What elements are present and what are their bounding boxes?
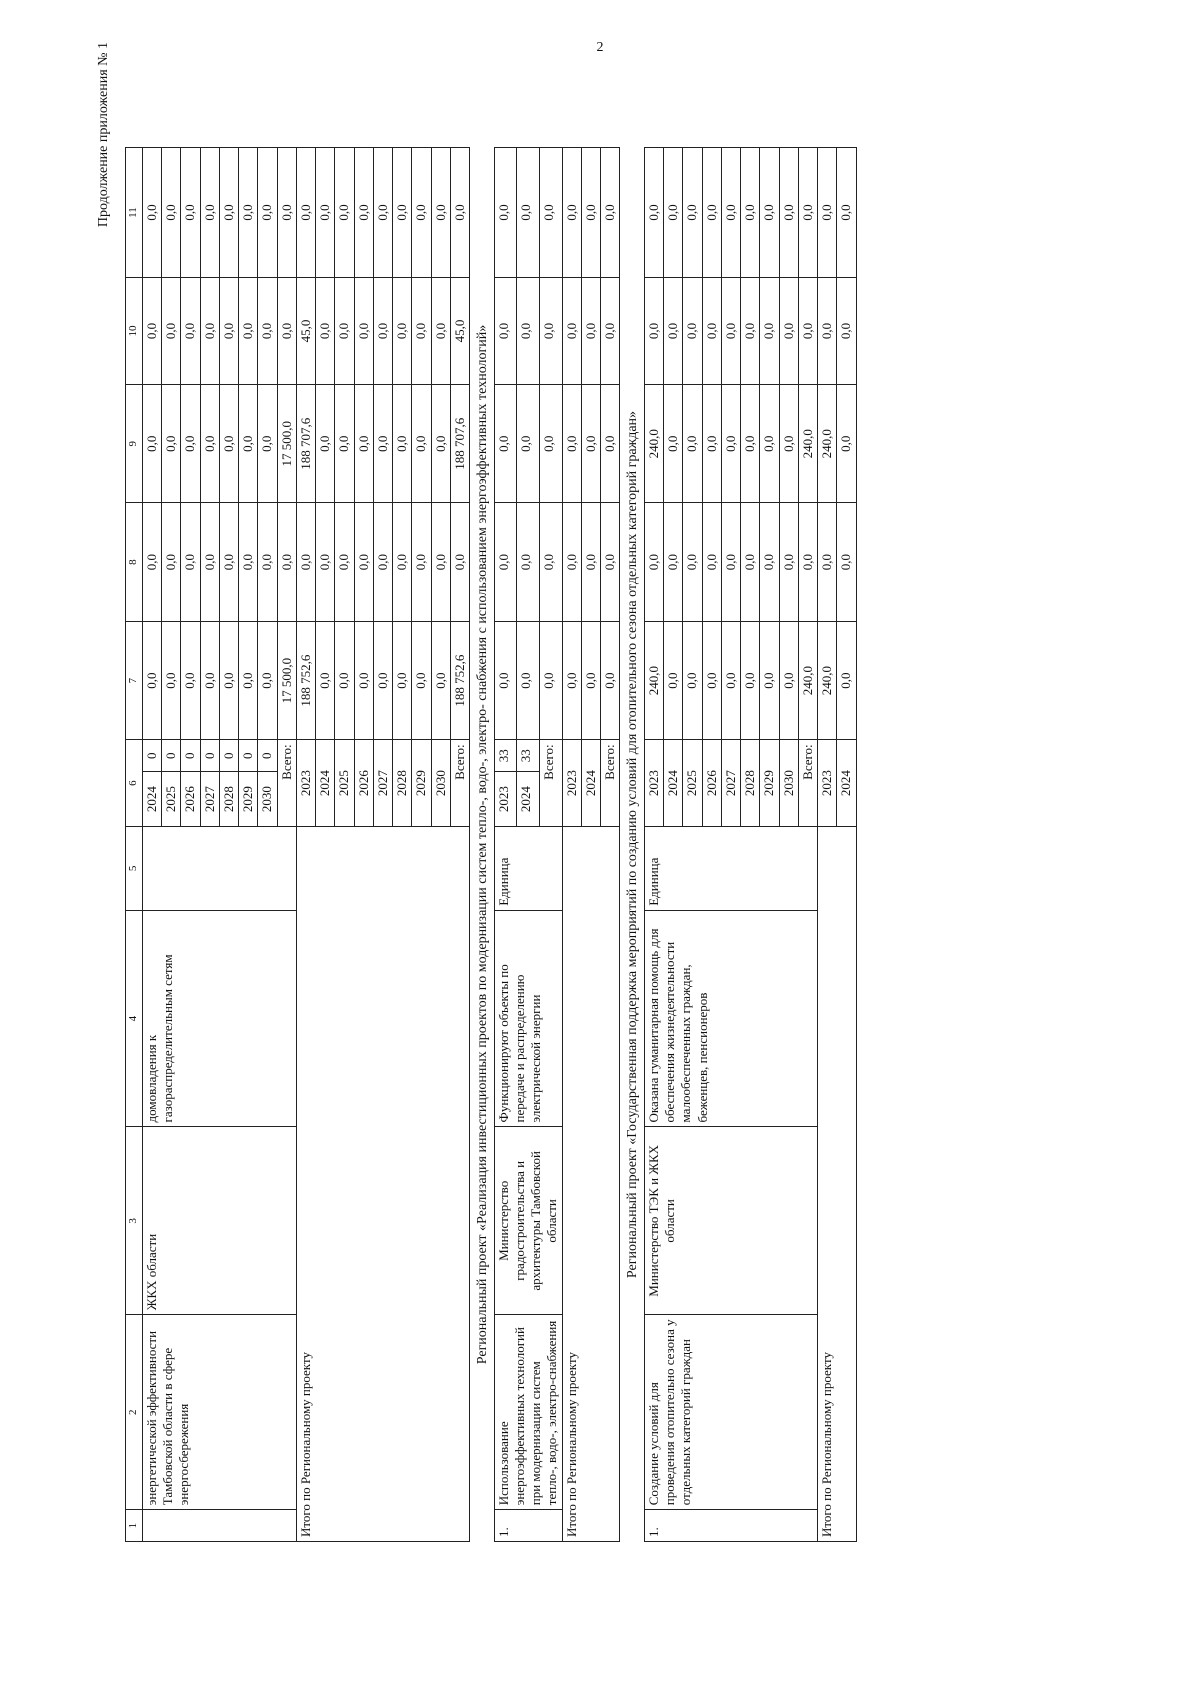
value-cell-c11: 0,0 <box>581 148 600 278</box>
quantity-cell: 33 <box>494 740 517 772</box>
value-cell-c8: 0,0 <box>494 503 517 621</box>
value-cell-c9: 0,0 <box>601 384 620 502</box>
result-cell: домовладения к газораспределительным сетям <box>142 910 296 1127</box>
project-total-row <box>296 148 315 1542</box>
quantity-cell: 0 <box>219 740 238 772</box>
value-cell-c7: 0,0 <box>664 621 683 739</box>
value-cell-c11: 0,0 <box>664 148 683 278</box>
value-cell-c9: 0,0 <box>412 384 431 502</box>
value-cell-c10: 0,0 <box>741 278 760 385</box>
value-cell-c8: 0,0 <box>837 503 856 621</box>
total-label: Всего: <box>798 740 817 827</box>
value-cell-c8: 0,0 <box>354 503 373 621</box>
year-cell: 2023 <box>644 740 663 827</box>
value-cell-c8: 0,0 <box>258 503 277 621</box>
year-cell: 2028 <box>219 772 238 827</box>
value-cell-c10: 0,0 <box>818 278 837 385</box>
value-cell-c11: 0,0 <box>142 148 161 278</box>
value-cell-c8: 0,0 <box>798 503 817 621</box>
value-cell-c9: 0,0 <box>258 384 277 502</box>
value-cell-c7: 188 752,6 <box>296 621 315 739</box>
quantity-cell: 0 <box>162 740 181 772</box>
value-cell-c7: 240,0 <box>798 621 817 739</box>
row-number-cell: 1. <box>644 1510 817 1542</box>
column-header: 10 <box>126 278 143 385</box>
value-cell-c7: 0,0 <box>335 621 354 739</box>
column-header: 8 <box>126 503 143 621</box>
year-cell: 2028 <box>393 740 412 827</box>
year-cell: 2026 <box>181 772 200 827</box>
value-cell-c10: 0,0 <box>335 278 354 385</box>
section-title-row <box>620 148 645 1542</box>
value-cell-c7: 0,0 <box>239 621 258 739</box>
value-cell-c7: 0,0 <box>373 621 392 739</box>
value-cell-c11: 0,0 <box>702 148 721 278</box>
year-cell: 2023 <box>494 772 517 827</box>
value-cell-c9: 188 707,6 <box>296 384 315 502</box>
value-cell-c9: 0,0 <box>142 384 161 502</box>
value-cell-c8: 0,0 <box>741 503 760 621</box>
value-cell-c10: 0,0 <box>393 278 412 385</box>
executor-cell: Министерство градостроительства и архитектуры Тамбовской области <box>494 1127 562 1315</box>
value-cell-c7: 0,0 <box>741 621 760 739</box>
value-cell-c8: 0,0 <box>393 503 412 621</box>
page-number: 2 <box>596 40 604 55</box>
value-cell-c8: 0,0 <box>412 503 431 621</box>
value-cell-c7: 0,0 <box>601 621 620 739</box>
value-cell-c9: 0,0 <box>200 384 219 502</box>
value-cell-c8: 0,0 <box>721 503 740 621</box>
value-cell-c9: 0,0 <box>373 384 392 502</box>
value-cell-c7: 240,0 <box>818 621 837 739</box>
value-cell-c11: 0,0 <box>539 148 562 278</box>
year-cell: 2025 <box>162 772 181 827</box>
year-cell: 2027 <box>721 740 740 827</box>
project-total-label: Итого по Региональному проекту <box>296 827 469 1542</box>
value-cell-c11: 0,0 <box>412 148 431 278</box>
value-cell-c9: 0,0 <box>162 384 181 502</box>
column-header-row <box>126 148 143 1542</box>
value-cell-c8: 0,0 <box>277 503 296 621</box>
project-total-label: Итого по Региональному проекту <box>562 827 620 1542</box>
value-cell-c10: 0,0 <box>581 278 600 385</box>
value-cell-c9: 0,0 <box>354 384 373 502</box>
value-cell-c7: 0,0 <box>354 621 373 739</box>
value-cell-c7: 0,0 <box>200 621 219 739</box>
measure-name-cell: Создание условий для проведения отопительно сезона у отдельных категорий граждан <box>644 1315 817 1510</box>
value-cell-c11: 0,0 <box>779 148 798 278</box>
year-cell: 2029 <box>412 740 431 827</box>
value-cell-c9: 0,0 <box>760 384 779 502</box>
value-cell-c9: 0,0 <box>683 384 702 502</box>
value-cell-c8: 0,0 <box>373 503 392 621</box>
value-cell-c9: 0,0 <box>581 384 600 502</box>
value-cell-c7: 17 500,0 <box>277 621 296 739</box>
value-cell-c10: 0,0 <box>644 278 663 385</box>
value-cell-c11: 0,0 <box>431 148 450 278</box>
value-cell-c9: 240,0 <box>644 384 663 502</box>
year-cell: 2030 <box>431 740 450 827</box>
year-cell: 2029 <box>239 772 258 827</box>
value-cell-c8: 0,0 <box>601 503 620 621</box>
value-cell-c9: 0,0 <box>517 384 540 502</box>
year-cell: 2024 <box>316 740 335 827</box>
value-cell-c9: 0,0 <box>741 384 760 502</box>
value-cell-c11: 0,0 <box>181 148 200 278</box>
value-cell-c11: 0,0 <box>354 148 373 278</box>
value-cell-c9: 0,0 <box>562 384 581 502</box>
value-cell-c11: 0,0 <box>393 148 412 278</box>
table-row <box>142 148 161 1542</box>
value-cell-c8: 0,0 <box>200 503 219 621</box>
value-cell-c10: 0,0 <box>539 278 562 385</box>
value-cell-c9: 188 707,6 <box>450 384 469 502</box>
value-cell-c7: 0,0 <box>760 621 779 739</box>
value-cell-c11: 0,0 <box>450 148 469 278</box>
value-cell-c8: 0,0 <box>142 503 161 621</box>
measure-name-cell: энергетической эффективности Тамбовской области в сфере энергосбережения <box>142 1315 296 1510</box>
table-wrapper <box>125 147 857 1542</box>
value-cell-c8: 0,0 <box>581 503 600 621</box>
value-cell-c7: 0,0 <box>683 621 702 739</box>
result-cell: Функционируют объекты по передаче и распределению электрической энергии <box>494 910 562 1127</box>
value-cell-c10: 0,0 <box>219 278 238 385</box>
unit-cell: Единица <box>494 827 562 911</box>
column-header: 11 <box>126 148 143 278</box>
table-row <box>644 148 663 1542</box>
column-header: 5 <box>126 827 143 911</box>
value-cell-c11: 0,0 <box>335 148 354 278</box>
row-number-cell <box>142 1510 296 1542</box>
value-cell-c11: 0,0 <box>721 148 740 278</box>
continuation-label: Продолжение приложения № 1 <box>96 42 111 228</box>
value-cell-c10: 0,0 <box>142 278 161 385</box>
value-cell-c11: 0,0 <box>562 148 581 278</box>
column-header: 1 <box>126 1510 143 1542</box>
section-title: Региональный проект «Реализация инвестиционных проектов по модернизации систем тепло-, водо-, электро- снабжения с использованием энергоэффективных технологий» <box>470 148 495 1542</box>
value-cell-c8: 0,0 <box>162 503 181 621</box>
measure-name-cell: Использование энергоэффективных технологий при модернизации систем тепло-, водо-, электро-снабжения <box>494 1315 562 1510</box>
column-header: 2 <box>126 1315 143 1510</box>
year-cell: 2028 <box>741 740 760 827</box>
budget-table <box>125 147 857 1542</box>
value-cell-c10: 0,0 <box>517 278 540 385</box>
value-cell-c8: 0,0 <box>219 503 238 621</box>
value-cell-c8: 0,0 <box>644 503 663 621</box>
value-cell-c11: 0,0 <box>818 148 837 278</box>
section-title: Региональный проект «Государственная поддержка мероприятий по созданию условий для отопительного сезона отдельных категорий граждан» <box>620 148 645 1542</box>
year-cell: 2023 <box>296 740 315 827</box>
value-cell-c7: 0,0 <box>181 621 200 739</box>
value-cell-c11: 0,0 <box>316 148 335 278</box>
value-cell-c9: 240,0 <box>818 384 837 502</box>
value-cell-c7: 0,0 <box>779 621 798 739</box>
value-cell-c9: 0,0 <box>837 384 856 502</box>
value-cell-c11: 0,0 <box>373 148 392 278</box>
value-cell-c10: 0,0 <box>258 278 277 385</box>
value-cell-c8: 0,0 <box>431 503 450 621</box>
quantity-cell: 0 <box>239 740 258 772</box>
value-cell-c7: 188 752,6 <box>450 621 469 739</box>
value-cell-c10: 0,0 <box>664 278 683 385</box>
year-cell: 2027 <box>200 772 219 827</box>
value-cell-c11: 0,0 <box>741 148 760 278</box>
value-cell-c7: 0,0 <box>142 621 161 739</box>
value-cell-c8: 0,0 <box>517 503 540 621</box>
value-cell-c7: 0,0 <box>517 621 540 739</box>
value-cell-c10: 0,0 <box>760 278 779 385</box>
value-cell-c9: 0,0 <box>393 384 412 502</box>
value-cell-c11: 0,0 <box>296 148 315 278</box>
value-cell-c7: 0,0 <box>702 621 721 739</box>
value-cell-c9: 17 500,0 <box>277 384 296 502</box>
year-cell: 2024 <box>517 772 540 827</box>
value-cell-c7: 0,0 <box>581 621 600 739</box>
executor-cell: ЖКХ области <box>142 1127 296 1315</box>
value-cell-c9: 0,0 <box>239 384 258 502</box>
column-header: 4 <box>126 910 143 1127</box>
table-body <box>142 148 856 1542</box>
value-cell-c9: 0,0 <box>181 384 200 502</box>
year-cell: 2023 <box>562 740 581 827</box>
year-cell: 2030 <box>258 772 277 827</box>
value-cell-c11: 0,0 <box>837 148 856 278</box>
quantity-cell: 0 <box>142 740 161 772</box>
quantity-cell: 0 <box>258 740 277 772</box>
value-cell-c7: 0,0 <box>412 621 431 739</box>
value-cell-c11: 0,0 <box>258 148 277 278</box>
column-header: 7 <box>126 621 143 739</box>
value-cell-c10: 0,0 <box>181 278 200 385</box>
value-cell-c8: 0,0 <box>335 503 354 621</box>
year-cell: 2024 <box>142 772 161 827</box>
value-cell-c8: 0,0 <box>818 503 837 621</box>
value-cell-c10: 0,0 <box>431 278 450 385</box>
value-cell-c10: 0,0 <box>316 278 335 385</box>
value-cell-c10: 0,0 <box>601 278 620 385</box>
table-row <box>494 148 517 1542</box>
total-label: Всего: <box>539 740 562 827</box>
column-header: 3 <box>126 1127 143 1315</box>
value-cell-c11: 0,0 <box>200 148 219 278</box>
value-cell-c7: 240,0 <box>644 621 663 739</box>
value-cell-c10: 0,0 <box>412 278 431 385</box>
value-cell-c10: 45,0 <box>296 278 315 385</box>
value-cell-c9: 0,0 <box>779 384 798 502</box>
value-cell-c10: 0,0 <box>837 278 856 385</box>
value-cell-c8: 0,0 <box>760 503 779 621</box>
value-cell-c7: 0,0 <box>431 621 450 739</box>
column-header: 6 <box>126 740 143 827</box>
value-cell-c11: 0,0 <box>162 148 181 278</box>
value-cell-c10: 0,0 <box>239 278 258 385</box>
value-cell-c9: 0,0 <box>219 384 238 502</box>
value-cell-c7: 0,0 <box>837 621 856 739</box>
value-cell-c10: 0,0 <box>494 278 517 385</box>
value-cell-c8: 0,0 <box>779 503 798 621</box>
value-cell-c7: 0,0 <box>162 621 181 739</box>
quantity-cell: 0 <box>200 740 219 772</box>
value-cell-c9: 0,0 <box>335 384 354 502</box>
row-number-cell: 1. <box>494 1510 562 1542</box>
executor-cell: Министерство ТЭК и ЖКХ области <box>644 1127 817 1315</box>
year-cell: 2029 <box>760 740 779 827</box>
total-label: Всего: <box>450 740 469 827</box>
value-cell-c8: 0,0 <box>664 503 683 621</box>
value-cell-c8: 0,0 <box>450 503 469 621</box>
value-cell-c10: 0,0 <box>702 278 721 385</box>
total-label: Всего: <box>601 740 620 827</box>
unit-cell <box>142 827 296 911</box>
value-cell-c8: 0,0 <box>702 503 721 621</box>
year-cell: 2025 <box>335 740 354 827</box>
section-title-row <box>470 148 495 1542</box>
value-cell-c10: 0,0 <box>162 278 181 385</box>
value-cell-c10: 0,0 <box>683 278 702 385</box>
year-cell: 2026 <box>354 740 373 827</box>
project-total-row <box>818 148 837 1542</box>
project-total-row <box>562 148 581 1542</box>
value-cell-c10: 0,0 <box>277 278 296 385</box>
value-cell-c11: 0,0 <box>601 148 620 278</box>
quantity-cell: 33 <box>517 740 540 772</box>
year-cell: 2030 <box>779 740 798 827</box>
year-cell: 2026 <box>702 740 721 827</box>
column-header: 9 <box>126 384 143 502</box>
value-cell-c10: 0,0 <box>721 278 740 385</box>
year-cell: 2024 <box>581 740 600 827</box>
value-cell-c10: 0,0 <box>354 278 373 385</box>
value-cell-c7: 0,0 <box>721 621 740 739</box>
value-cell-c7: 0,0 <box>562 621 581 739</box>
value-cell-c11: 0,0 <box>517 148 540 278</box>
value-cell-c8: 0,0 <box>296 503 315 621</box>
total-label: Всего: <box>277 740 296 827</box>
value-cell-c9: 0,0 <box>494 384 517 502</box>
value-cell-c10: 45,0 <box>450 278 469 385</box>
value-cell-c8: 0,0 <box>316 503 335 621</box>
result-cell: Оказана гуманитарная помощь для обеспечения жизнедеятельности малообеспеченных граждан, беженцев, пенсионеров <box>644 910 817 1127</box>
value-cell-c8: 0,0 <box>539 503 562 621</box>
value-cell-c7: 0,0 <box>219 621 238 739</box>
value-cell-c11: 0,0 <box>494 148 517 278</box>
value-cell-c7: 0,0 <box>316 621 335 739</box>
value-cell-c11: 0,0 <box>239 148 258 278</box>
value-cell-c9: 0,0 <box>721 384 740 502</box>
value-cell-c9: 240,0 <box>798 384 817 502</box>
value-cell-c8: 0,0 <box>562 503 581 621</box>
value-cell-c9: 0,0 <box>316 384 335 502</box>
value-cell-c11: 0,0 <box>277 148 296 278</box>
value-cell-c11: 0,0 <box>644 148 663 278</box>
quantity-cell: 0 <box>181 740 200 772</box>
value-cell-c11: 0,0 <box>798 148 817 278</box>
value-cell-c9: 0,0 <box>539 384 562 502</box>
value-cell-c8: 0,0 <box>239 503 258 621</box>
value-cell-c9: 0,0 <box>702 384 721 502</box>
value-cell-c8: 0,0 <box>683 503 702 621</box>
value-cell-c10: 0,0 <box>200 278 219 385</box>
year-cell: 2024 <box>837 740 856 827</box>
value-cell-c10: 0,0 <box>798 278 817 385</box>
value-cell-c7: 0,0 <box>258 621 277 739</box>
value-cell-c7: 0,0 <box>539 621 562 739</box>
value-cell-c8: 0,0 <box>181 503 200 621</box>
value-cell-c11: 0,0 <box>219 148 238 278</box>
value-cell-c7: 0,0 <box>494 621 517 739</box>
value-cell-c11: 0,0 <box>760 148 779 278</box>
value-cell-c7: 0,0 <box>393 621 412 739</box>
value-cell-c10: 0,0 <box>779 278 798 385</box>
year-cell: 2025 <box>683 740 702 827</box>
value-cell-c9: 0,0 <box>664 384 683 502</box>
year-cell: 2027 <box>373 740 392 827</box>
unit-cell: Единица <box>644 827 817 911</box>
year-cell: 2023 <box>818 740 837 827</box>
value-cell-c11: 0,0 <box>683 148 702 278</box>
value-cell-c10: 0,0 <box>562 278 581 385</box>
project-total-label: Итого по Региональному проекту <box>818 827 857 1542</box>
value-cell-c9: 0,0 <box>431 384 450 502</box>
year-cell: 2024 <box>664 740 683 827</box>
value-cell-c10: 0,0 <box>373 278 392 385</box>
